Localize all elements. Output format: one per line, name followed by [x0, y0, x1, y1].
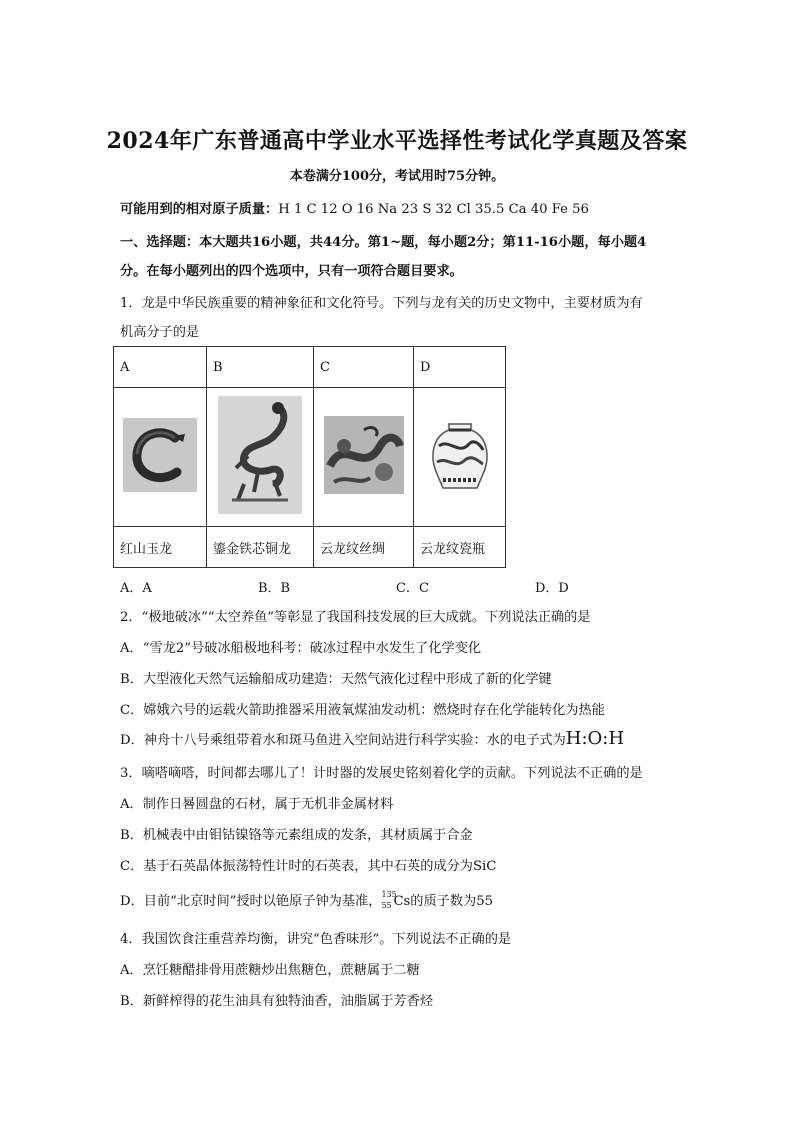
option-a-name: 红山玉龙: [114, 527, 207, 568]
q2-option-b: B．大型液化天然气运输船成功建造：天然气液化过程中形成了新的化学键: [120, 672, 552, 687]
q3-option-a: A．制作日晷圆盘的石材，属于无机非金属材料: [120, 797, 394, 812]
option-c-name: 云龙纹丝绸: [314, 527, 414, 568]
q2-option-a: A．“雪龙2”号破冰船极地科考：破冰过程中水发生了化学变化: [120, 641, 482, 656]
option-a-letter: A: [114, 347, 207, 388]
silk-dragon-image: [314, 388, 414, 527]
q1-answer-a: A．A: [120, 581, 152, 596]
jade-dragon-image: [114, 388, 207, 527]
q3-option-d-pre: D．目前“北京时间”授时以铯原子钟为基准，: [120, 894, 382, 909]
porcelain-vase-image: [414, 388, 506, 527]
q4-option-a: A．烹饪糖醋排骨用蔗糖炒出焦糖色，蔗糖属于二糖: [120, 963, 420, 978]
q3-option-d: [120, 890, 493, 910]
q3-option-c: C．基于石英晶体振荡特性计时的石英表，其中石英的成分为SiC: [120, 859, 497, 874]
atomic-masses-label: 可能用到的相对原子质量：: [120, 202, 279, 217]
q3-option-b: B．机械表中由钼钴镍铬等元素组成的发条，其材质属于合金: [120, 828, 473, 843]
cs-symbol: Cs: [393, 894, 411, 909]
water-electron-formula: H:O:H: [565, 728, 625, 749]
option-b-name: 鎏金铁芯铜龙: [207, 527, 314, 568]
q1-answer-b: B．B: [258, 581, 291, 596]
q2-option-d-text: D．神舟十八号乘组带着水和斑马鱼进入空间站进行科学实验：水的电子式为: [120, 733, 566, 748]
page-title: 2024年广东普通高中学业水平选择性考试化学真题及答案: [106, 128, 688, 154]
q2-option-c: C．嫦娥六号的运载火箭助推器采用液氧煤油发动机：燃烧时存在化学能转化为热能: [120, 703, 605, 718]
q4-option-b: B．新鲜榨得的花生油具有独特油香，油脂属于芳香烃: [120, 994, 434, 1009]
q1-stem-line1: 1．龙是中华民族重要的精神象征和文化符号。下列与龙有关的历史文物中，主要材质为有: [120, 296, 643, 311]
section1-line2: 分。在每小题列出的四个选项中，只有一项符合题目要求。: [120, 264, 463, 279]
q1-stem-line2: 机高分子的是: [120, 325, 200, 340]
q4-stem: 4．我国饮食注重营养均衡，讲究“色香味形”。下列说法不正确的是: [120, 932, 512, 947]
option-c-letter: C: [314, 347, 414, 388]
atomic-masses-line: [120, 198, 589, 217]
q1-answer-d: D．D: [535, 581, 569, 596]
option-b-letter: B: [207, 347, 314, 388]
option-d-name: 云龙纹瓷瓶: [414, 527, 506, 568]
cs-atomic-number: 55: [381, 900, 392, 910]
cs-isotope: [381, 889, 397, 910]
q1-answer-c: C．C: [396, 581, 429, 596]
q3-stem: 3．嘀嗒嘀嗒，时间都去哪儿了！计时器的发展史铭刻着化学的贡献。下列说法不正确的是: [120, 766, 643, 781]
section1-line1: 一、选择题：本大题共16小题，共44分。第1~题，每小题2分；第11-16小题，每小题4: [120, 235, 647, 250]
q1-options-table: [113, 346, 506, 568]
exam-subtitle: 本卷满分100分，考试用时75分钟。: [289, 169, 505, 184]
q3-option-d-post: 的质子数为55: [410, 894, 494, 909]
q2-option-d: [120, 728, 624, 749]
bronze-dragon-image: [207, 388, 314, 527]
option-d-letter: D: [414, 347, 506, 388]
atomic-masses-values: H 1 C 12 O 16 Na 23 S 32 Cl 35.5 Ca 40 Fe 56: [278, 202, 589, 217]
cs-mass-number: 135: [381, 889, 397, 899]
q2-stem: 2．“极地破冰”“太空养鱼”等彰显了我国科技发展的巨大成就。下列说法正确的是: [120, 610, 591, 625]
